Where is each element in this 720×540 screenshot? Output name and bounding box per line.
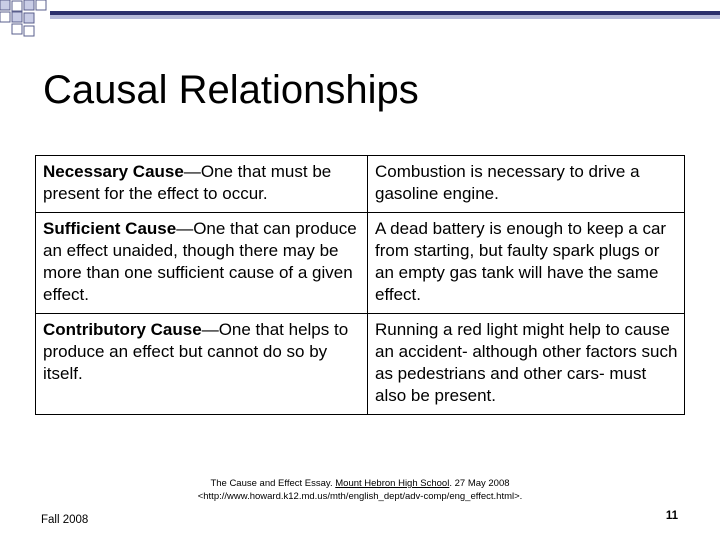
term-cell xyxy=(36,156,368,213)
term-cell xyxy=(36,314,368,415)
example-cell: A dead battery is enough to keep a car from starting, but faulty spark plugs or an empty gas tank will have the same effect. xyxy=(368,213,685,314)
deco-square xyxy=(24,0,34,10)
deco-square xyxy=(0,0,10,10)
header-decoration xyxy=(0,0,720,40)
page-number: 11 xyxy=(665,510,678,522)
example-cell: Running a red light might help to cause an accident- although other factors such as pedestrians and other cars- must also be present. xyxy=(368,314,685,415)
deco-square xyxy=(0,12,10,22)
causes-table xyxy=(35,155,685,415)
term-definition: —One that can produce an effect unaided, though there may be more than one sufficient cause of a given effect. xyxy=(43,219,357,304)
term-name: Necessary Cause xyxy=(43,162,184,181)
deco-square xyxy=(12,1,22,11)
citation-url: <http://www.howard.k12.md.us/mth/english_dept/adv-comp/eng_effect.html>. xyxy=(197,491,523,502)
citation-title: The Cause and Effect Essay. xyxy=(210,478,336,489)
term-definition: —One that helps to produce an effect but cannot do so by itself. xyxy=(43,320,349,383)
table-row xyxy=(36,156,685,213)
term-cell xyxy=(36,213,368,314)
table-row xyxy=(36,314,685,415)
deco-square xyxy=(36,0,46,10)
citation-date: . 27 May 2008 xyxy=(449,478,510,489)
citation xyxy=(0,477,720,503)
citation-line-1 xyxy=(0,477,720,490)
example-cell: Combustion is necessary to drive a gasoline engine. xyxy=(368,156,685,213)
deco-square xyxy=(12,24,22,34)
deco-rule-dark xyxy=(50,11,720,15)
term-definition: —One that must be present for the effect to occur. xyxy=(43,162,332,203)
deco-square xyxy=(12,12,22,22)
term-name: Contributory Cause xyxy=(43,320,202,339)
deco-square xyxy=(24,26,34,36)
term-name: Sufficient Cause xyxy=(43,219,177,238)
deco-square xyxy=(24,13,34,23)
slide-title: Causal Relationships xyxy=(43,68,419,112)
table-row xyxy=(36,213,685,314)
citation-school-link[interactable]: Mount Hebron High School xyxy=(335,478,450,489)
footer-date: Fall 2008 xyxy=(41,514,89,526)
